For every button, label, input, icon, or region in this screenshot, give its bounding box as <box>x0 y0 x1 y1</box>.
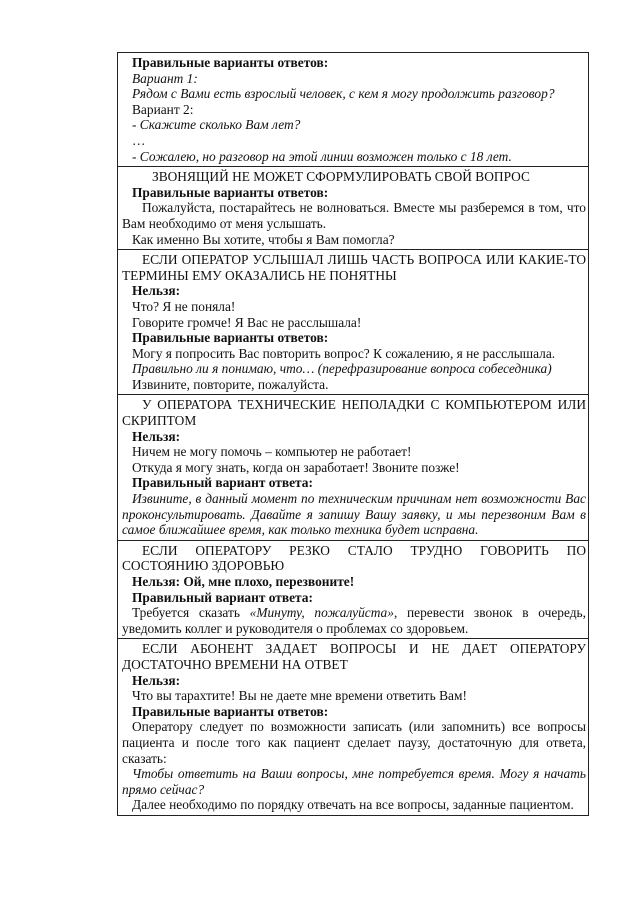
forbidden-text: Что вы тарахтите! Вы не даете мне времени ответить Вам! <box>132 688 467 704</box>
answer-text: Могу я попросить Вас повторить вопрос? К сожалению, я не расслышала. <box>132 345 556 361</box>
variant-1-text: Рядом с Вами есть взрослый человек, с кем я могу продолжить разговор? <box>132 86 555 102</box>
answer-text: Извините, в данный момент по техническим причинам нет возможности Вас проконсультировать. Давайте я запишу Вашу заявку, и мы перезвоним Вам в самое ближайшее время, как только техника будет исправна. <box>122 491 586 538</box>
answer-pre: Требуется сказать <box>132 605 250 621</box>
forbidden-text: Откуда я могу знать, когда он заработает! Звоните позже! <box>132 459 460 475</box>
section-health-issue <box>118 541 588 640</box>
forbidden-text: Говорите громче! Я Вас не расслышала! <box>132 314 362 330</box>
answer-text <box>122 605 586 636</box>
correct-answer-label: Правильный вариант ответа: <box>132 589 313 605</box>
correct-answers-label: Правильные варианты ответов: <box>132 55 329 70</box>
section-partial-hearing <box>118 250 588 395</box>
guidelines-table <box>117 52 589 816</box>
forbidden-label: Нельзя: <box>132 672 181 688</box>
answer-text: Правильно ли я понимаю, что… (перефразирование вопроса собеседника) <box>132 361 552 377</box>
forbidden-label: Нельзя: Ой, мне плохо, перезвоните! <box>132 574 355 589</box>
correct-answers-label: Правильные варианты ответов: <box>132 703 329 719</box>
section-title: ЕСЛИ АБОНЕНТ ЗАДАЕТ ВОПРОСЫ И НЕ ДАЕТ ОПЕРАТОРУ ДОСТАТОЧНО ВРЕМЕНИ НА ОТВЕТ <box>122 641 586 672</box>
answer-text: Как именно Вы хотите, чтобы я Вам помогла? <box>132 231 395 247</box>
section-title: ЕСЛИ ОПЕРАТОРУ РЕЗКО СТАЛО ТРУДНО ГОВОРИТЬ ПО СОСТОЯНИЮ ЗДОРОВЬЮ <box>122 542 586 574</box>
section-technical-issues <box>118 395 588 540</box>
section-title: ЕСЛИ ОПЕРАТОР УСЛЫШАЛ ЛИШЬ ЧАСТЬ ВОПРОСА ИЛИ КАКИЕ-ТО ТЕРМИНЫ ЕМУ ОКАЗАЛИСЬ НЕ ПОНЯТНЫ <box>122 252 586 283</box>
section-title: У ОПЕРАТОРА ТЕХНИЧЕСКИЕ НЕПОЛАДКИ С КОМПЬЮТЕРОМ ИЛИ СКРИПТОМ <box>122 397 586 429</box>
answer-post: , перевести звонок в очередь, уведомить коллег и руководителя о проблемах со здоровьем. <box>122 605 586 636</box>
forbidden-label: Нельзя: <box>132 428 181 444</box>
section-minor-caller <box>118 53 588 167</box>
section-no-time-to-answer <box>118 639 588 816</box>
answer-quote: «Минуту, пожалуйста» <box>249 605 394 621</box>
section-title: ЗВОНЯЩИЙ НЕ МОЖЕТ СФОРМУЛИРОВАТЬ СВОЙ ВОПРОС <box>152 169 530 185</box>
correct-answers-label: Правильные варианты ответов: <box>132 184 329 200</box>
correct-answer-label: Правильный вариант ответа: <box>132 475 313 491</box>
variant-1-label: Вариант 1: <box>132 70 198 86</box>
answer-text: Чтобы ответить на Ваши вопросы, мне потребуется время. Могу я начать прямо сейчас? <box>122 766 586 797</box>
ellipsis: … <box>132 132 146 148</box>
variant-2-answer: - Сожалею, но разговор на этой линии возможен только с 18 лет. <box>132 148 512 164</box>
correct-answers-label: Правильные варианты ответов: <box>132 330 329 346</box>
variant-2-question: - Скажите сколько Вам лет? <box>132 117 301 133</box>
answer-text: Извините, повторите, пожалуйста. <box>132 376 329 392</box>
answer-text: Пожалуйста, постарайтесь не волноваться. Вместе мы разберемся в том, что Вам необходимо от меня услышать. <box>122 200 586 231</box>
section-cannot-formulate <box>118 167 588 250</box>
forbidden-label: Нельзя: <box>132 283 181 299</box>
answer-text: Оператору следует по возможности записать (или запомнить) все вопросы пациента и после того как пациент сделает паузу, достаточную для ответа, сказать: <box>122 719 586 766</box>
variant-2-label: Вариант 2: <box>132 101 194 117</box>
forbidden-text: Ничем не могу помочь – компьютер не работает! <box>132 444 412 460</box>
answer-text: Далее необходимо по порядку отвечать на все вопросы, заданные пациентом. <box>132 797 574 813</box>
forbidden-text: Что? Я не поняла! <box>132 298 236 314</box>
